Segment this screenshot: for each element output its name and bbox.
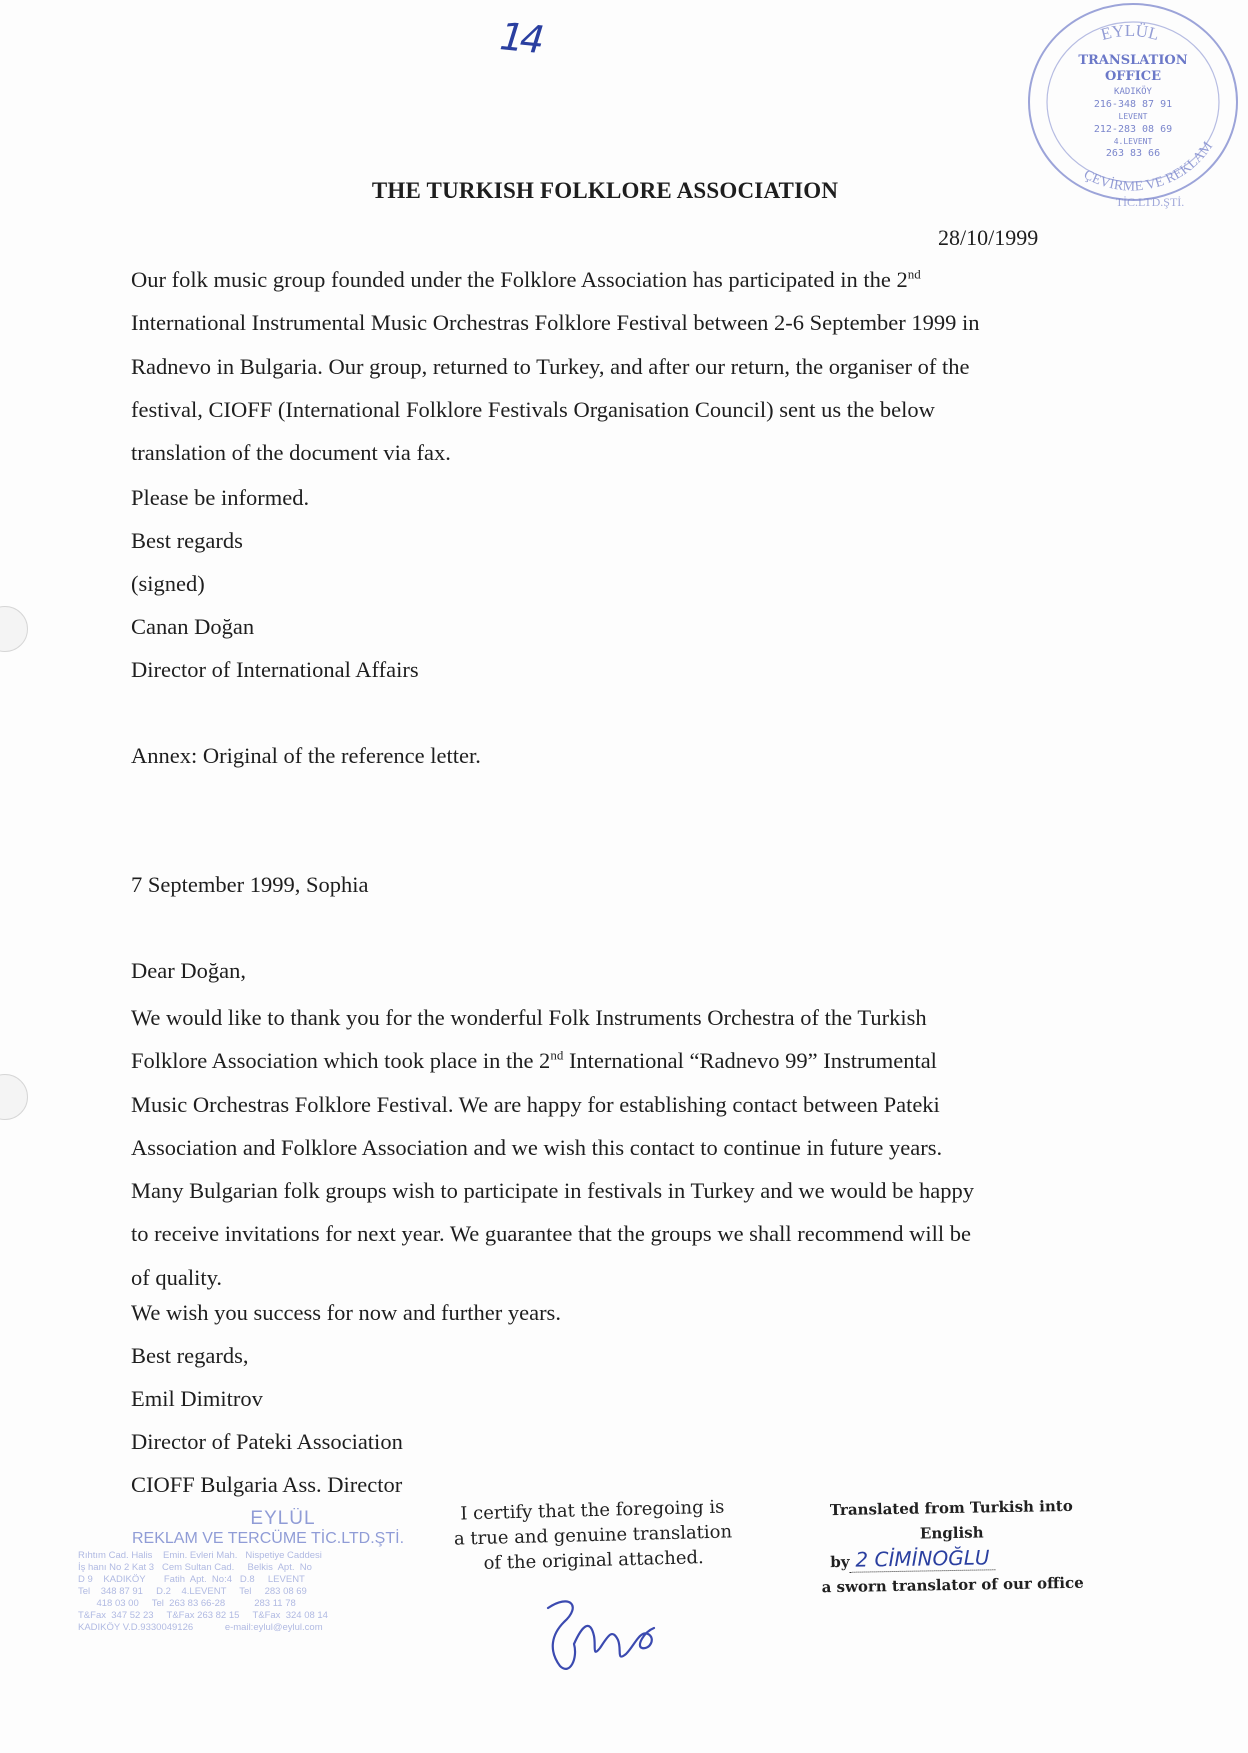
punch-hole-lower <box>0 1074 28 1120</box>
letter2-line-1: We would like to thank you for the wonderful Folk Instruments Orchestra of the Turkish <box>131 1005 927 1030</box>
best-regards-2: Best regards, <box>131 1343 249 1368</box>
intro-line-3: Radnevo in Bulgaria. Our group, returned to Turkey, and after our return, the organiser of the <box>131 353 970 379</box>
stamp-line7: 4.LEVENT <box>1113 137 1153 146</box>
stamp-line3: KADIKÖY <box>1114 87 1152 97</box>
punch-hole-upper <box>0 606 28 652</box>
stamp-arc-top-text: EYLÜL <box>1098 21 1162 44</box>
letter2-line-4: Association and Folklore Association and we wish this contact to continue in future years. <box>131 1134 943 1160</box>
translator-line-1: Translated from Turkish into English <box>829 1496 1073 1543</box>
certification-line-2: a true and genuine translation <box>453 1521 733 1550</box>
letter2-paragraph <box>131 996 1073 1299</box>
translator-handwritten-name: 2 CİMİNOĞLU <box>849 1545 996 1573</box>
certification-line-1: I certify that the foregoing is <box>460 1496 725 1525</box>
document-title: THE TURKISH FOLKLORE ASSOCIATION <box>371 178 839 203</box>
stamp-arc-bottom2-text: TİC.LTD.ŞTİ. <box>1115 195 1185 209</box>
company-stamp-subtitle: REKLAM VE TERCÜME TİC.LTD.ŞTİ. <box>131 1530 405 1547</box>
svg-text:EYLÜL <box>1099 21 1161 44</box>
stamp-line2: OFFICE <box>1104 69 1162 84</box>
letter2-sender-name: Emil Dimitrov <box>131 1386 263 1411</box>
intro-line-2: International Instrumental Music Orchestras Folklore Festival between 2-6 September 1999 in <box>131 310 980 336</box>
letter2-line-3: Music Orchestras Folklore Festival. We are happy for establishing contact between Pateki <box>131 1091 940 1117</box>
annex-note: Annex: Original of the reference letter. <box>131 743 481 768</box>
letter2-line-2: Folklore Association which took place in the 2nd International “Radnevo 99” Instrumental <box>131 1047 937 1074</box>
sender-name: Canan Doğan <box>131 614 255 639</box>
letter2-line-6: to receive invitations for next year. We guarantee that the groups we shall recommend will be <box>131 1221 971 1247</box>
stamp-line6: 212-283 08 69 <box>1093 124 1173 135</box>
certification-block <box>447 1494 739 1577</box>
certification-line-3: of the original attached. <box>483 1547 704 1574</box>
intro-line-1: Our folk music group founded under the Folklore Association has participated in the 2nd <box>131 266 921 292</box>
intro-paragraph <box>131 258 1073 474</box>
sender-role: Director of International Affairs <box>131 657 419 682</box>
stamp-line5: LEVENT <box>1118 112 1148 121</box>
letter-date: 28/10/1999 <box>938 225 1039 250</box>
stamp-line8: 263 83 66 <box>1105 148 1161 159</box>
letter2-wish: We wish you success for now and further years. <box>131 1300 561 1325</box>
letter2-date-place: 7 September 1999, Sophia <box>131 872 369 897</box>
stamp-line1: TRANSLATION <box>1078 53 1188 68</box>
intro-line-5: translation of the document via fax. <box>131 440 451 466</box>
company-stamp <box>78 1508 418 1633</box>
stamp-arc-bottom-text: ÇEVİRME VE REKLAM <box>1080 139 1216 195</box>
letter2-line-7: of quality. <box>131 1264 223 1290</box>
best-regards-1: Best regards <box>131 528 243 553</box>
letter2-line-5: Many Bulgarian folk groups wish to participate in festivals in Turkey and we would be happy <box>131 1178 974 1204</box>
please-be-informed: Please be informed. <box>131 485 310 510</box>
stamp-line4: 216-348 87 91 <box>1093 99 1173 110</box>
intro-line-4: festival, CIOFF (International Folklore Festivals Organisation Council) sent us the below <box>131 396 935 422</box>
letter2-salutation: Dear Doğan, <box>131 958 246 983</box>
company-stamp-title: EYLÜL <box>250 1508 316 1529</box>
translator-by-line: by 2 CİMİNOĞLU <box>812 1544 1092 1576</box>
letter2-sender-role-1: Director of Pateki Association <box>131 1429 403 1454</box>
handwritten-signature <box>530 1588 680 1678</box>
translator-block <box>811 1494 1093 1601</box>
translator-line-3: a sworn translator of our office <box>821 1573 1084 1597</box>
signed-note: (signed) <box>131 571 205 596</box>
company-stamp-addresses: Rıhtım Cad. Halis Emin. Evleri Mah. Nispetiye Caddesi İş hanı No 2 Kat 3 Cem Sultan Cad. Belkis Apt. No D 9 KADIKÖY Fatih Apt. No:4 D.8 LEVENT Tel 348 87 91 D.2 4.LEVENT Tel 283 08 69 418 03 00 Tel 263 83 66-28 283 11 78 T&Fax 347 52 23 T&Fax 263 82 15 T&Fax 324 08 14 KADIKÖY V.D.9330049126 e-mail:eylul@eylul.com <box>78 1550 328 1633</box>
letter2-sender-role-2: CIOFF Bulgaria Ass. Director <box>131 1472 403 1497</box>
handwritten-page-number: 14 <box>497 14 543 62</box>
